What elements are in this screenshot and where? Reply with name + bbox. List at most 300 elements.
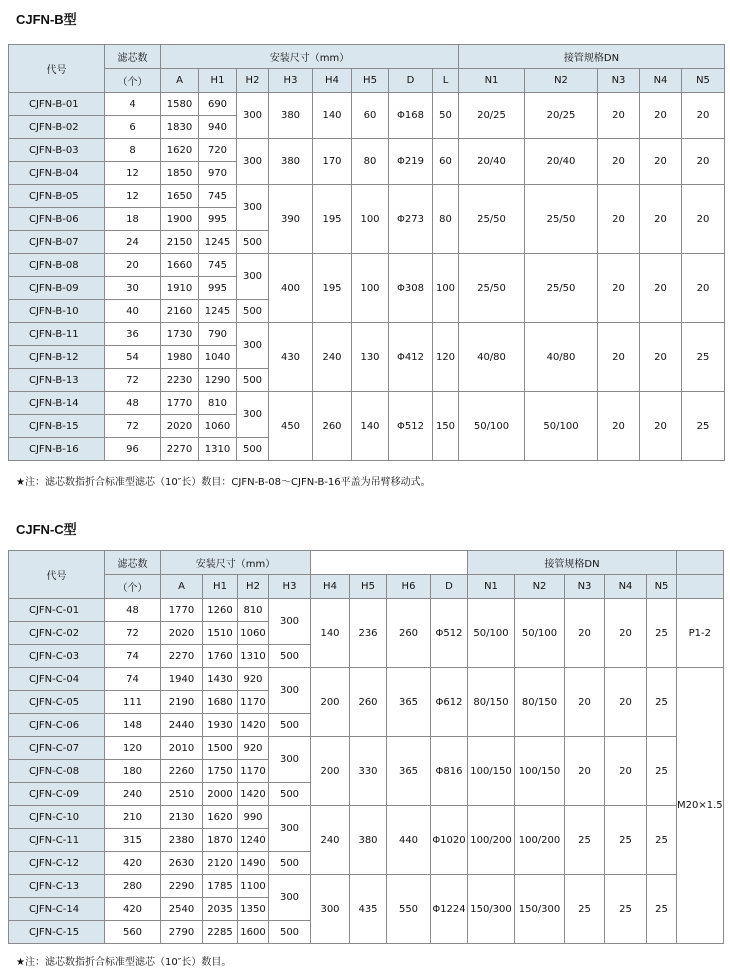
cell: 300 [269,737,311,783]
cell: 150/300 [468,875,515,944]
cell: Φ512 [431,599,468,668]
cell: 420 [105,898,161,921]
cell: 100 [352,185,389,254]
row-code: CJFN-B-11 [9,323,105,346]
cell: 120 [105,737,161,760]
table-row [9,806,724,829]
cell: Φ512 [389,392,433,461]
cell: 18 [105,208,161,231]
row-code: CJFN-B-06 [9,208,105,231]
col-header: H4 [313,69,352,93]
col-header: A [161,69,199,93]
cell: 111 [105,691,161,714]
cell: 20 [640,323,682,392]
cell: 20/25 [459,93,525,139]
table-row [9,668,724,691]
cell: 300 [237,139,269,185]
cell: 210 [105,806,161,829]
cell: 195 [313,185,352,254]
cell: 990 [238,806,269,829]
header-blank-extra [677,551,724,575]
cell: 130 [352,323,389,392]
col-header: N2 [515,575,565,599]
cell: 6 [105,116,161,139]
cell: 1650 [161,185,199,208]
cell: 440 [387,806,431,875]
col-header: H1 [199,69,237,93]
cell: 20 [565,599,605,668]
cell: 200 [311,668,350,737]
cell: Φ612 [431,668,468,737]
cell: 170 [313,139,352,185]
cell: 20 [640,139,682,185]
row-code: CJFN-C-10 [9,806,105,829]
cjfn-c-table [8,550,724,944]
cell: Φ1224 [431,875,468,944]
cell: 300 [237,93,269,139]
cell: 240 [311,806,350,875]
cell: 2285 [203,921,238,944]
cell: 20 [598,323,640,392]
cell: 200 [311,737,350,806]
row-code: CJFN-C-14 [9,898,105,921]
cell: 2150 [161,231,199,254]
cell: 140 [352,392,389,461]
cell: 690 [199,93,237,116]
cell: 2130 [161,806,203,829]
table-row [9,185,725,208]
cell: 300 [269,806,311,852]
cell: 300 [269,875,311,921]
cell: Φ308 [389,254,433,323]
col-header: H1 [203,575,238,599]
cell: 260 [350,668,387,737]
cell: 1310 [238,645,269,668]
cell: 1580 [161,93,199,116]
cell: 25 [565,806,605,875]
cell: 810 [199,392,237,415]
col-header: N4 [640,69,682,93]
row-code: CJFN-C-03 [9,645,105,668]
cell: 2540 [161,898,203,921]
col-header-blank [677,575,724,599]
row-code: CJFN-C-09 [9,783,105,806]
cell: 4 [105,93,161,116]
cell: 1850 [161,162,199,185]
cell: 260 [313,392,352,461]
cell: 1770 [161,392,199,415]
cell: 74 [105,645,161,668]
cell: 970 [199,162,237,185]
cell: 2000 [203,783,238,806]
cell: 40 [105,300,161,323]
cell: 20 [598,185,640,254]
cell: 300 [237,323,269,369]
table-b-note: ★注：滤芯数指折合标准型滤芯（10″长）数目：CJFN-B-08～CJFN-B-16平盖为吊臂移动式。 [16,477,431,488]
table-row [9,254,725,277]
cell: 1430 [203,668,238,691]
cell: 920 [238,668,269,691]
col-header: N3 [598,69,640,93]
cell: 2010 [161,737,203,760]
cell: 1170 [238,760,269,783]
cell: 96 [105,438,161,461]
cell: 20 [640,392,682,461]
cell: 25/50 [525,254,598,323]
cell: 100 [433,254,459,323]
cell: 745 [199,185,237,208]
cell: 1490 [238,852,269,875]
cell: Φ1020 [431,806,468,875]
cjfn-b-table [8,44,725,461]
cell: 80/150 [515,668,565,737]
cell: 25 [647,806,677,875]
cell: 380 [350,806,387,875]
cell: 48 [105,599,161,622]
cell: 20 [565,668,605,737]
cell: 80/150 [468,668,515,737]
cell: 260 [387,599,431,668]
header-count: 滤芯数 [105,45,161,69]
cell: 550 [387,875,431,944]
cell: 1770 [161,599,203,622]
cell: 20 [105,254,161,277]
table-row [9,737,724,760]
cell: 20 [598,254,640,323]
cell: 2270 [161,645,203,668]
col-header: N5 [682,69,725,93]
cell: 100/200 [468,806,515,875]
cell: 1620 [203,806,238,829]
table-row [9,392,725,415]
col-header: H3 [269,575,311,599]
cell: 72 [105,415,161,438]
cell: 1620 [161,139,199,162]
cell: 2260 [161,760,203,783]
row-code: CJFN-C-13 [9,875,105,898]
cell: 1830 [161,116,199,139]
row-code: CJFN-C-15 [9,921,105,944]
header-count-unit: （个） [105,69,161,93]
header-install-group: 安装尺寸（mm） [161,551,311,575]
row-code: CJFN-B-16 [9,438,105,461]
row-code: CJFN-C-07 [9,737,105,760]
row-code: CJFN-B-15 [9,415,105,438]
cell: 236 [350,599,387,668]
cell: 100/150 [515,737,565,806]
cell: 420 [105,852,161,875]
row-code: CJFN-C-12 [9,852,105,875]
col-header: H6 [387,575,431,599]
cell: 2440 [161,714,203,737]
cell: 1940 [161,668,203,691]
cell: 2380 [161,829,203,852]
cell: 560 [105,921,161,944]
cell: Φ273 [389,185,433,254]
cell-m20: M20×1.5 [677,668,724,944]
cell: 1240 [238,829,269,852]
cell: 300 [237,185,269,231]
cell: 1910 [161,277,199,300]
row-code: CJFN-B-04 [9,162,105,185]
row-code: CJFN-C-01 [9,599,105,622]
row-code: CJFN-B-05 [9,185,105,208]
cell: 2020 [161,622,203,645]
table-b-title: CJFN-B型 [16,12,77,27]
col-header: N5 [647,575,677,599]
cell: 280 [105,875,161,898]
cell: 25 [647,599,677,668]
cell: 1420 [238,783,269,806]
cell: 315 [105,829,161,852]
col-header: N4 [605,575,647,599]
row-code: CJFN-B-01 [9,93,105,116]
cell: Φ219 [389,139,433,185]
row-code: CJFN-C-02 [9,622,105,645]
header-code: 代号 [9,551,105,599]
table-row [9,93,725,116]
cell: 148 [105,714,161,737]
cell: 1980 [161,346,199,369]
cell: 2510 [161,783,203,806]
cell: 1750 [203,760,238,783]
cell: 1600 [238,921,269,944]
cell: 1310 [199,438,237,461]
cell: 500 [237,438,269,461]
cell: 25 [647,737,677,806]
cell: 2190 [161,691,203,714]
cell: 8 [105,139,161,162]
cell: 1245 [199,300,237,323]
cell: 150/300 [515,875,565,944]
row-code: CJFN-C-11 [9,829,105,852]
cell: 2160 [161,300,199,323]
col-header: N1 [459,69,525,93]
cell: 2230 [161,369,199,392]
cell: 500 [237,231,269,254]
cell: 20/25 [525,93,598,139]
table-c-note: ★注：滤芯数指折合标准型滤芯（10″长）数目。 [16,957,232,968]
cell: Φ816 [431,737,468,806]
cell: 365 [387,668,431,737]
cell: 50 [433,93,459,139]
cell: 1900 [161,208,199,231]
cell: 1245 [199,231,237,254]
row-code: CJFN-B-02 [9,116,105,139]
row-code: CJFN-C-05 [9,691,105,714]
cell: 25/50 [525,185,598,254]
cell: 50/100 [468,599,515,668]
cell: 500 [237,369,269,392]
cell: 20 [682,185,725,254]
cell: 365 [387,737,431,806]
cell: 1930 [203,714,238,737]
cell: 2020 [161,415,199,438]
cell: 30 [105,277,161,300]
cell: 100/200 [515,806,565,875]
cell: 330 [350,737,387,806]
cell: 40/80 [459,323,525,392]
cell: 1510 [203,622,238,645]
cell: 300 [311,875,350,944]
cell: 100 [352,254,389,323]
cell: 995 [199,277,237,300]
cell: 150 [433,392,459,461]
cell: 1660 [161,254,199,277]
cell: 240 [105,783,161,806]
table-row [9,875,724,898]
cell: 120 [433,323,459,392]
cell: 1260 [203,599,238,622]
row-code: CJFN-B-09 [9,277,105,300]
cell: 500 [237,300,269,323]
cell: 450 [269,392,313,461]
cell: 810 [238,599,269,622]
cell: 180 [105,760,161,783]
row-code: CJFN-B-03 [9,139,105,162]
table-row [9,599,724,622]
cell: 20 [682,93,725,139]
cell: 500 [269,852,311,875]
cell-p1: P1-2 [677,599,724,668]
cell: 1420 [238,714,269,737]
col-header: H4 [311,575,350,599]
cell: 500 [269,714,311,737]
cell: 20 [598,392,640,461]
cell: 2035 [203,898,238,921]
header-blank [311,551,468,575]
cell: 20 [640,254,682,323]
col-header: H3 [269,69,313,93]
cell: 74 [105,668,161,691]
cell: 720 [199,139,237,162]
cell: 40/80 [525,323,598,392]
cell: 790 [199,323,237,346]
row-code: CJFN-B-10 [9,300,105,323]
cell: 1500 [203,737,238,760]
cell: 2290 [161,875,203,898]
cell: 25/50 [459,254,525,323]
cell: 1170 [238,691,269,714]
cell: 36 [105,323,161,346]
cell: 80 [433,185,459,254]
cell: 380 [269,93,313,139]
cell: 1870 [203,829,238,852]
cell: 80 [352,139,389,185]
row-code: CJFN-B-14 [9,392,105,415]
cell: 500 [269,783,311,806]
cell: 390 [269,185,313,254]
cell: 100/150 [468,737,515,806]
cell: 25 [682,323,725,392]
col-header: N2 [525,69,598,93]
cell: 72 [105,622,161,645]
cell: 72 [105,369,161,392]
cell: 1730 [161,323,199,346]
cell: 20 [682,254,725,323]
header-pipe-group: 接管规格DN [468,551,677,575]
cell: 745 [199,254,237,277]
cell: 20 [598,139,640,185]
row-code: CJFN-B-08 [9,254,105,277]
cell: 1760 [203,645,238,668]
row-code: CJFN-B-07 [9,231,105,254]
cell: 25 [647,668,677,737]
cell: Φ168 [389,93,433,139]
cell: 1060 [238,622,269,645]
row-code: CJFN-C-06 [9,714,105,737]
cell: 300 [237,254,269,300]
cell: 48 [105,392,161,415]
cell: 25 [605,875,647,944]
cell: 1290 [199,369,237,392]
cell: 380 [269,139,313,185]
header-pipe-group: 接管规格DN [459,45,725,69]
row-code: CJFN-C-04 [9,668,105,691]
header-code: 代号 [9,45,105,93]
cell: 20 [640,185,682,254]
cell: 20 [565,737,605,806]
cell: 2630 [161,852,203,875]
row-code: CJFN-B-12 [9,346,105,369]
cell: 995 [199,208,237,231]
cell: 20 [605,599,647,668]
cell: 20 [682,139,725,185]
cell: 300 [269,599,311,645]
cell: 20 [605,668,647,737]
cell: 12 [105,185,161,208]
cell: 20 [640,93,682,139]
col-header: N1 [468,575,515,599]
cell: 400 [269,254,313,323]
header-install-group: 安装尺寸（mm） [161,45,459,69]
cell: 25 [605,806,647,875]
cell: 50/100 [459,392,525,461]
table-row [9,323,725,346]
col-header: H5 [350,575,387,599]
cell: 500 [269,921,311,944]
row-code: CJFN-B-13 [9,369,105,392]
cell: 60 [352,93,389,139]
col-header: H2 [237,69,269,93]
cell: 430 [269,323,313,392]
cell: 940 [199,116,237,139]
cell: 60 [433,139,459,185]
col-header: H5 [352,69,389,93]
col-header: A [161,575,203,599]
cell: 25 [565,875,605,944]
cell: 195 [313,254,352,323]
cell: 2790 [161,921,203,944]
table-c-title: CJFN-C型 [16,522,77,537]
cell: 2270 [161,438,199,461]
cell: 140 [313,93,352,139]
col-header: H2 [238,575,269,599]
cell: 240 [313,323,352,392]
cell: 1100 [238,875,269,898]
header-count: 滤芯数 [105,551,161,575]
cell: 1040 [199,346,237,369]
cell: 300 [237,392,269,438]
cell: 2120 [203,852,238,875]
cell: 1350 [238,898,269,921]
cell: 50/100 [515,599,565,668]
col-header: D [389,69,433,93]
cell: 500 [269,645,311,668]
cell: 54 [105,346,161,369]
cell: 20 [605,737,647,806]
cell: 20 [598,93,640,139]
